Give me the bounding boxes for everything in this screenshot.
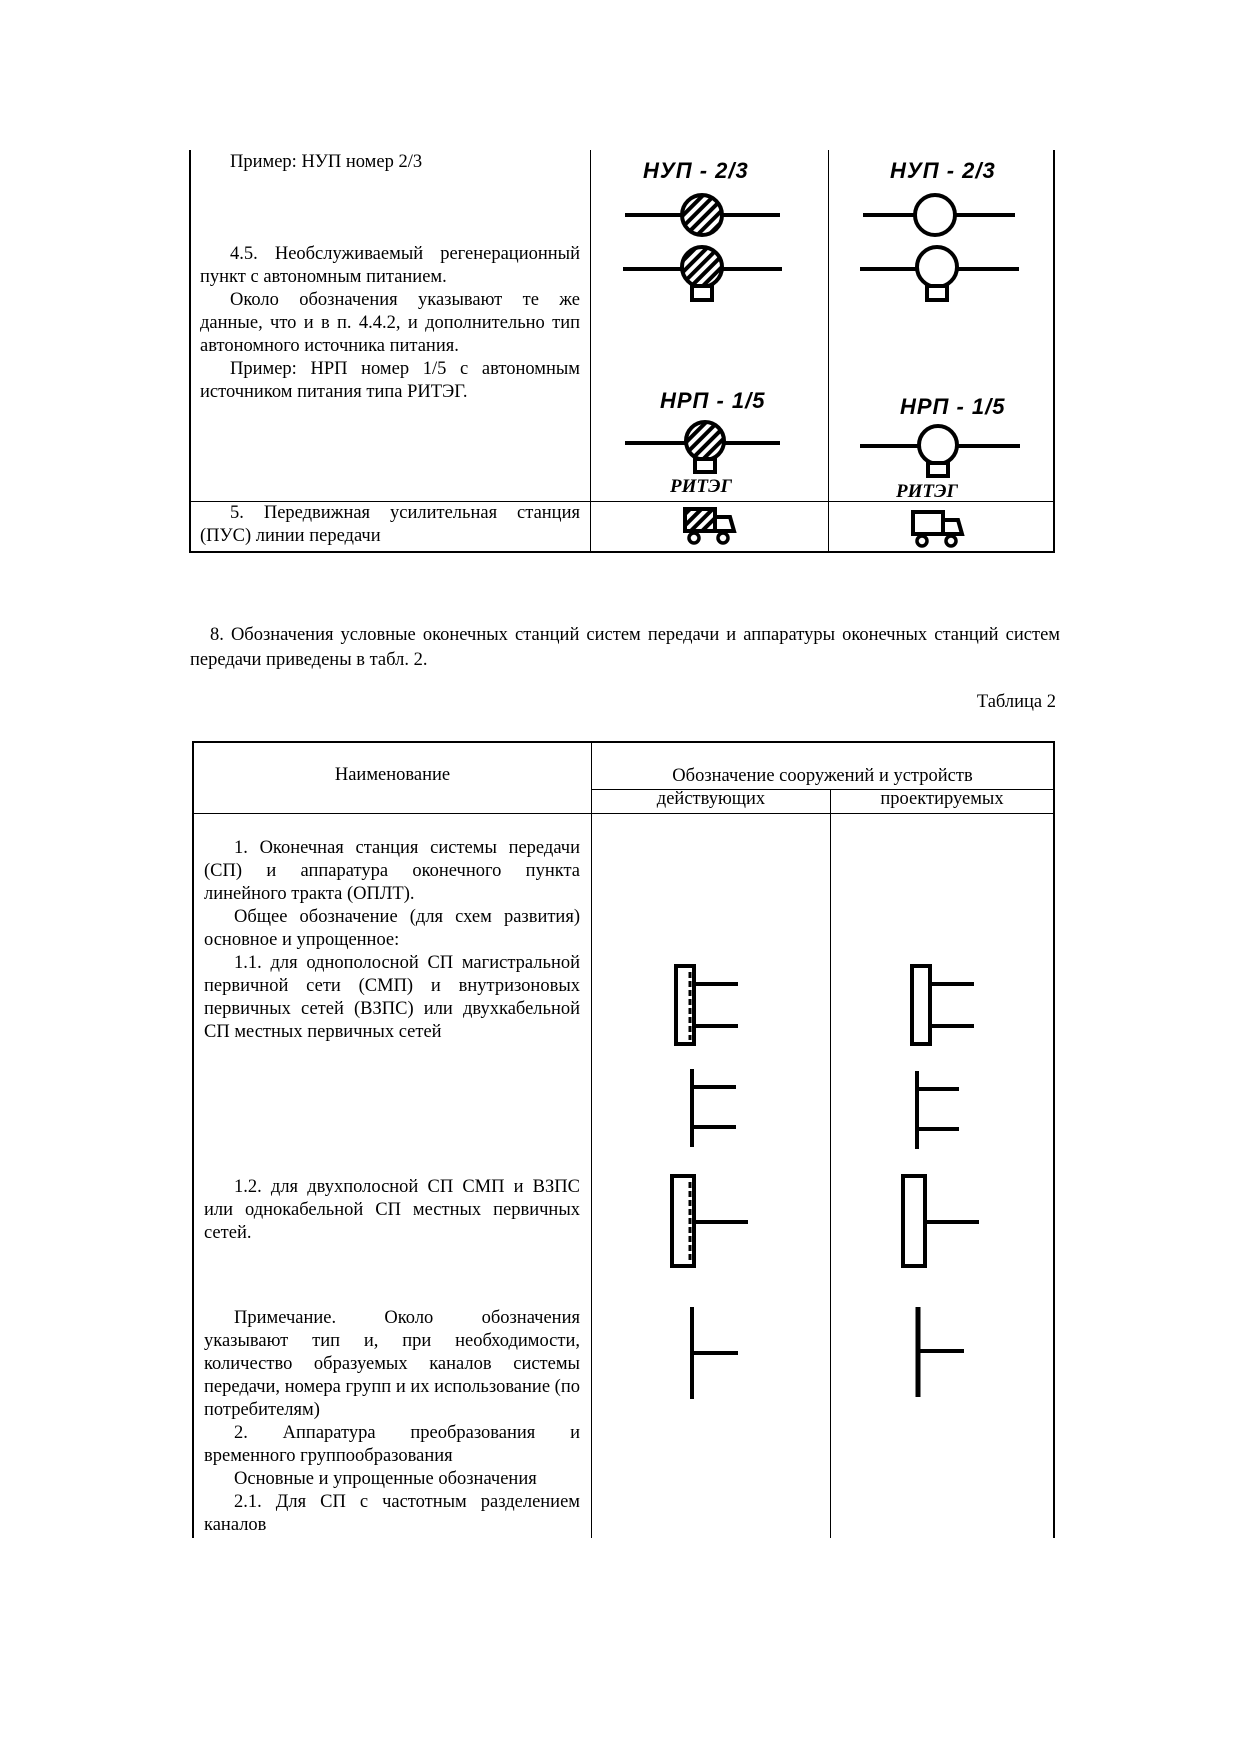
header-name: Наименование (334, 765, 451, 785)
pus-planned-truck-icon (908, 508, 968, 550)
paragraph-8: 8. Обозначения условные оконечных станций систем передачи и аппаратуры оконечных станций систем передачи приведены в табл. 2. (190, 625, 1060, 670)
table-1-row-1-text: Пример: НУП номер 2/3 (230, 152, 423, 172)
sp-1-1-planned-main-symbol (904, 962, 984, 1052)
header-group: Обозначение сооружений и устройств (672, 766, 973, 786)
table-2-body-text-3: Примечание. Около обозначения указывают тип и, при необходимости, количество образуемых каналов системы передачи, номера групп и их использование (по потребителям) 2. Аппаратура преобразования и временного группообразования Основные и упрощенные обозначения 2.1. Для СП с частотным разделением каналов (204, 1308, 580, 1535)
sp-1-2-active-main-symbol (664, 1172, 754, 1272)
table-2-caption: Таблица 2 (976, 692, 1056, 712)
header-active: действующих (656, 789, 766, 809)
riteg-caption-planned: РИТЭГ (896, 481, 958, 502)
nup-label-planned: НУП - 2/3 (890, 158, 996, 183)
nrp-planned-symbol (855, 420, 1025, 490)
table-1-row-3-text: 5. Передвижная усилительная станция (ПУС) линии передачи (200, 503, 580, 546)
nrp-label-active: НРП - 1/5 (660, 388, 766, 413)
sp-1-2-planned-simple-symbol (906, 1303, 986, 1403)
nrp-label-planned: НРП - 1/5 (900, 394, 1006, 419)
table-2-body-text-2: 1.2. для двухполосной СП СМП и ВЗПС или однокабельной СП местных первичных сетей. (204, 1177, 580, 1243)
sp-1-2-active-simple-symbol (680, 1303, 760, 1403)
sp-1-1-planned-simple-symbol (905, 1067, 975, 1157)
riteg-caption-active: РИТЭГ (670, 476, 732, 497)
nrp-active-symbol (620, 415, 790, 485)
sp-1-1-active-main-symbol (668, 962, 748, 1052)
table-2-body-text: 1. Оконечная станция системы передачи (СП) и аппаратура оконечного пункта линейного тракта (ОПЛТ). Общее обозначение (для схем развития) основное и упрощенное: 1.1. для однополосной СП магистральной первичной сети (СМП) и внутризоновых первичных сетей (ВЗПС) или двухкабельной СП местных первичных сетей (204, 838, 580, 1042)
nup-active-symbol (620, 185, 790, 305)
sp-1-1-active-simple-symbol (680, 1065, 750, 1155)
nup-label-active: НУП - 2/3 (643, 158, 749, 183)
sp-1-2-planned-main-symbol (895, 1172, 985, 1272)
table-1-row-2-text: 4.5. Необслуживаемый регенерационный пункт с автономным питанием. Около обозначения указывают те же данные, что и в п. 4.4.2, и дополнительно тип автономного источника питания. Пример: НРП номер 1/5 с автономным источником питания типа РИТЭГ. (200, 244, 580, 402)
header-planned: проектируемых (880, 789, 1004, 809)
pus-active-truck-icon (680, 505, 740, 547)
nup-planned-symbol (855, 185, 1025, 305)
